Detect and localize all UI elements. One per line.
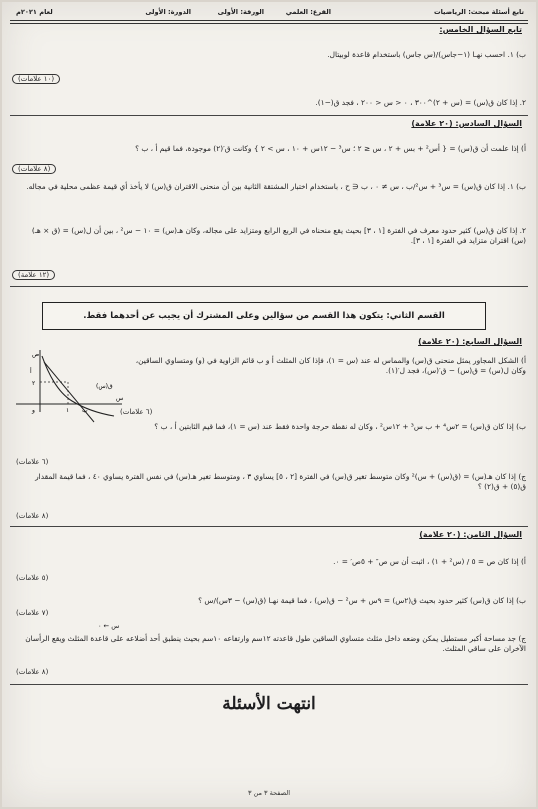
part2-note: القسم الثاني: يتكون هذا القسم من سؤالين وعلى المشترك أن يجيب عن أحدهما فقط.	[42, 302, 486, 330]
q8-b-marks: (٧ علامات)	[16, 609, 49, 617]
q8-a-marks: (٥ علامات)	[16, 574, 49, 582]
q5-b1-marks: (١٠ علامات)	[12, 74, 60, 84]
header-year: لعام ٢٠٢١م	[16, 8, 53, 16]
q7-figure	[10, 346, 128, 428]
header-paper: الورقة: الأولى	[217, 8, 264, 16]
header-title: تابع أسئلة مبحث: الرياضيات	[433, 8, 524, 16]
header-branch: الفرع: العلمي	[285, 8, 331, 16]
fig-tick-x: ١	[66, 407, 70, 414]
q7-title: السؤال السابع: (٢٠ علامة)	[418, 337, 522, 346]
q8-b: ب) إذا كان ق(س) كثير حدود بحيث ق(٢س) = ٩س + س² − ق(س) ، فما قيمة نهـا (ق(س) − ٣س)/س ؟	[198, 596, 526, 605]
q5-b2: ٢. إذا كان ق(س) = (س + ٢)^٣٠٠ ، ٠ < س < ٢٠٠ ، فجد ق(−١).	[315, 98, 526, 107]
q7-c: ج) إذا كان هـ(س) = (ق(س) + س)² وكان متوسط تغير ق(س) في الفترة [٢ ، ٥] يساوي ٣ ، ومتوسط تغير هـ(س) في نفس الفترة يساوي ٤٠ ، فما قيمة المقدار ق(٥) + ق(٢) ؟	[35, 472, 526, 491]
divider	[10, 115, 528, 116]
q7-b: ب) إذا كان ق(س) = ٢س⁴ + ب س³ + ١٢س² ، وكان له نقطة حرجة واحدة فقط عند (س = ١)، فما قيم الثابتين أ ، ب ؟	[154, 422, 526, 431]
fig-curve-label: ق(س)	[96, 383, 113, 390]
q6-b1: ب) ١. إذا كان ق(س) = س³ + س²/ب ، س ≠ ٠ ، ب ∈ ح ، باستخدام اختبار المشتقة الثانية بين أن منحنى الاقتران ق(س) لا يأخذ أي قيمة عظمى محلية في مجاله.	[26, 182, 526, 191]
q7-a-marks: (٦ علامات)	[120, 408, 153, 416]
q6-b2: ٢. إذا كان ق(س) كثير حدود معرف في الفترة [١ ، ٣] بحيث يقع منحناه في الربع الرابع ومتزايد على مجاله، وكان هـ(س) = ١٠ − س² ، بين أن ل(س) = (ق × هـ)(س) اقتران متزايد في الفترة [١ ، ٣].	[31, 226, 526, 245]
q7-b-marks: (٦ علامات)	[16, 458, 49, 466]
exam-page	[2, 2, 536, 807]
divider	[10, 286, 528, 287]
page-footer: الصفحة ٣ من ٣	[247, 789, 291, 797]
fig-b-label: ب	[82, 407, 88, 414]
q6-title: السؤال السادس: (٢٠ علامة)	[411, 119, 522, 128]
end-text: انتهت الأسئلة	[222, 694, 316, 714]
header-rule	[10, 20, 528, 24]
header-session: الدورة: الأولى	[145, 8, 191, 16]
q6-a-marks: (٨ علامات)	[12, 164, 56, 174]
q8-b-limit: س ← ٠	[98, 622, 120, 630]
q5-b1: ب) ١. احسب نهـا (١−جاس)/(س جاس) باستخدام قاعدة لوبيتال.	[327, 50, 526, 59]
q8-c-marks: (٨ علامات)	[16, 668, 49, 676]
fig-tick-y: ٢	[32, 380, 36, 387]
q8-title: السؤال الثامن: (٢٠ علامة)	[419, 530, 522, 539]
fig-a-label: أ	[30, 368, 32, 375]
divider	[10, 526, 528, 527]
q5-title: تابع السؤال الخامس:	[439, 25, 522, 34]
q8-a: أ) إذا كان ص = ٥ / (س² + ١) ، اثبت أن س ص″ + ٥ص′ = ٠.	[333, 557, 526, 566]
divider	[10, 684, 528, 685]
fig-y-label: ص	[32, 351, 40, 358]
q8-c: ج) جد مساحة أكبر مستطيل يمكن وضعه داخل مثلث متساوي الساقين طول قاعدته ١٢سم وارتفاعه ١٠سم بحيث ينطبق أحد أضلاعه على قاعدة المثلث ويقع الرأسان الآخران على ساقي المثلث.	[25, 634, 526, 653]
fig-x-label: س	[116, 395, 124, 402]
q6-a: أ) إذا علمت أن ق(س) = { أس² + بس + ٢ ، س ≤ ٢ ؛ س³ − ١٢س + ١٠ ، س > ٢ } وكانت ق′(٢) موجودة، فما قيم أ ، ب ؟	[135, 144, 526, 153]
q6-b-marks: (١٢ علامة)	[12, 270, 55, 280]
q7-c-marks: (٨ علامات)	[16, 512, 49, 520]
q7-a: أ) الشكل المجاور يمثل منحنى ق(س) والمماس له عند (س = ١)، فإذا كان المثلث أ و ب قائم الزاوية في (و) ومتساوي الساقين، وكان ل(س) = ق(س) − ق′(س)، فجد ل′(١).	[135, 356, 526, 375]
fig-o-label: و	[32, 407, 35, 414]
